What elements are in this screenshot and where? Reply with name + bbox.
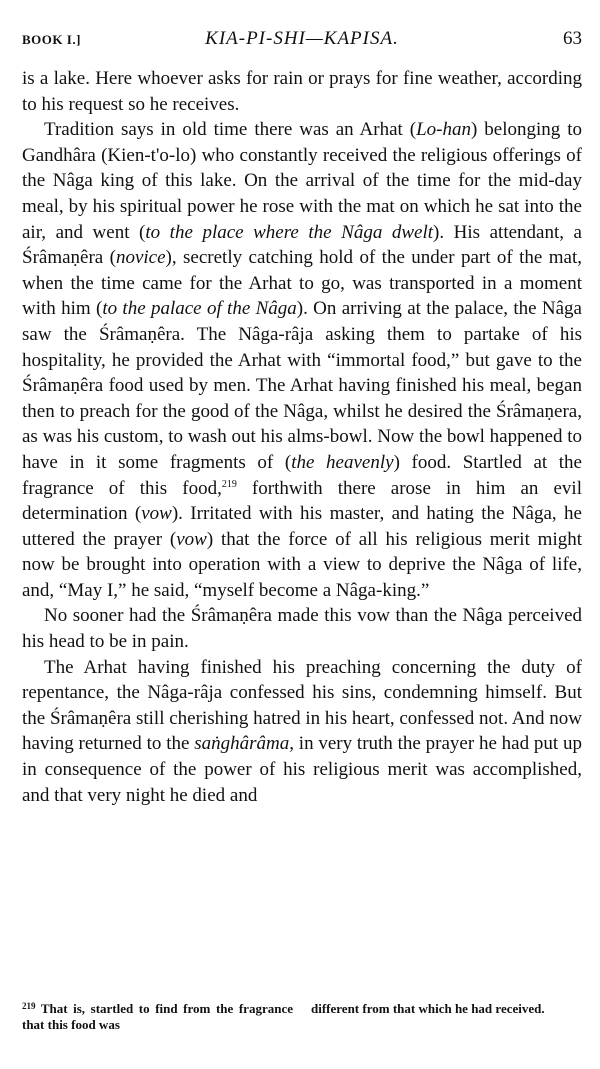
paragraph-3: No sooner had the Śrâmaṇêra made this vow than the Nâga perceived his head to be in pain. [22,605,582,653]
book-section-label: BOOK I.] [22,32,81,47]
footnote-block [22,1001,582,1033]
running-head [22,28,582,52]
paragraph-2: Tradition says in old time there was an Arhat (Lo-han) belonging to Gandhâra (Kien-t'o-lo) who constantly received the religious offerings of the Nâga king of this lake. On the arrival of the time for the mid-day meal, by his spiritual power he rose with the mat on which he sat into the air, and went (to the place where the Nâga dwelt). His attendant, a Śrâmaṇêra (novice), secretly catching hold of the under part of the mat, when the time came for the Arhat to go, was transported in a moment with him (to the palace of the Nâga). On arriving at the palace, the Nâga saw the Śrâmaṇêra. The Nâga-râja asking them to partake of his hospitality, he provided the Arhat with “immortal food,” but gave to the Śrâmaṇêra food used by men. The Arhat having finished his meal, began then to preach for the good of the Nâga, whilst he desired the Śrâmaṇera, as was his custom, to wash out his alms-bowl. Now the bowl happened to have in it some fragments of (the heavenly) food. Startled at the fragrance of this food,$^{219}$ forthwith there arose in him an evil determination (vow). Irritated with his master, and hating the Nâga, he uttered the prayer (vow) that the force of all his religious merit might now be brought into operation with a view to deprive the Nâga of life, and, “May I,” he said, “myself become a Nâga-king.” [22,119,582,601]
italic-term: to the palace of the Nâga [102,298,297,320]
chapter-title: KIA-PI-SHI—KAPISA. [205,28,399,49]
italic-term: saṅghârâma [194,733,290,755]
footnote-reference[interactable]: 219 [221,478,237,490]
italic-term: novice [115,247,166,269]
italic-term: Lo-han [416,119,471,141]
page-number: 63 [563,28,582,49]
footnote-number: 219 [22,1001,36,1011]
footnote-column-1: $^{219}$ That is, startled to find from the fragrance that this food was [22,1001,293,1032]
italic-term: to the place where the Nâga dwelt [145,221,434,243]
italic-term: vow [176,528,207,550]
paragraph-4: The Arhat having finished his preaching concerning the duty of repentance, the Nâga-râja confessed his sins, condemning himself. But the Śrâmaṇêra still cherishing hatred in his heart, confessed not. And now having returned to the saṅghârâma, in very truth the prayer he had put up in consequence of the power of his religious merit was accomplished, and that very night he died and [22,656,582,806]
italic-term: the heavenly [291,451,394,473]
main-text [22,66,582,808]
paragraph-1: is a lake. Here whoever asks for rain or prays for fine weather, according to his request so he receives. [22,68,582,115]
italic-term: vow [141,503,172,525]
footnote-column-2: different from that which he had received. [311,1001,545,1016]
